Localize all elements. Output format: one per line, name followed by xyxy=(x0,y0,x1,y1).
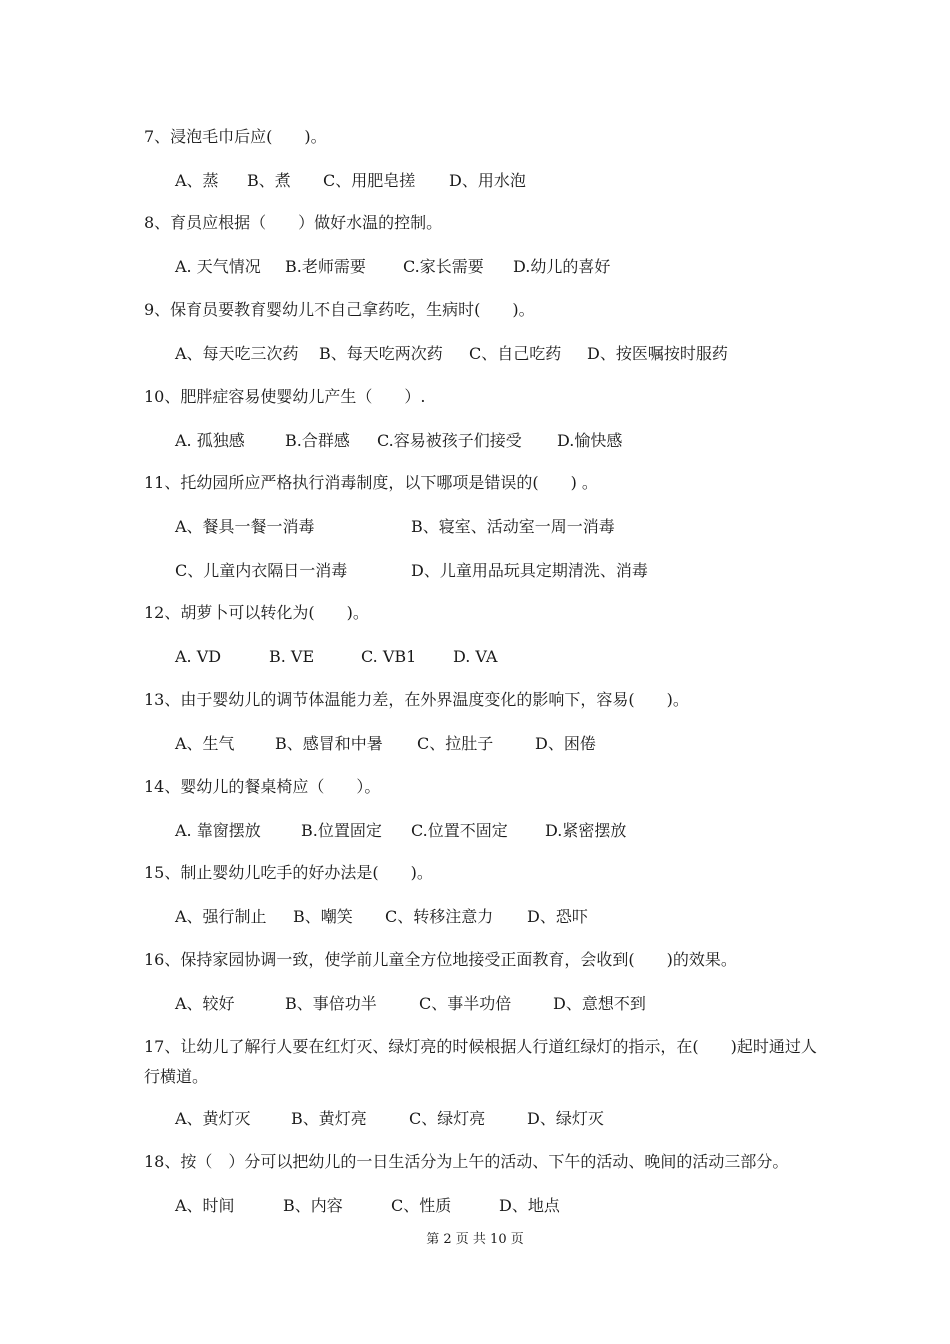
option-a: A. 孤独感 xyxy=(175,431,245,450)
option-d: D、困倦 xyxy=(535,734,596,753)
option-b: B、内容 xyxy=(283,1196,343,1215)
option-d: D、意想不到 xyxy=(553,994,646,1013)
question-10: 10、肥胖症容易使婴幼儿产生（ ）. xyxy=(144,387,426,406)
option-c: C、儿童内衣隔日一消毒 xyxy=(175,561,348,580)
options-12 xyxy=(175,646,497,668)
options-11-row1 xyxy=(175,516,615,538)
option-c: C、绿灯亮 xyxy=(409,1109,486,1128)
option-b: B.老师需要 xyxy=(285,257,366,276)
question-12: 12、胡萝卜可以转化为( )。 xyxy=(144,603,369,622)
options-13 xyxy=(175,733,596,755)
option-d: D、地点 xyxy=(499,1196,560,1215)
question-14: 14、婴幼儿的餐桌椅应（ ）。 xyxy=(144,777,381,796)
option-b: B、感冒和中暑 xyxy=(275,734,383,753)
option-d: D. VA xyxy=(453,647,498,666)
option-c: C、转移注意力 xyxy=(385,907,494,926)
options-16 xyxy=(175,993,646,1015)
option-d: D、按医嘱按时服药 xyxy=(587,344,728,363)
options-14 xyxy=(175,820,626,842)
question-7: 7、浸泡毛巾后应( )。 xyxy=(144,127,327,146)
option-a: A、时间 xyxy=(175,1196,235,1215)
options-17 xyxy=(175,1108,604,1130)
question-15: 15、制止婴幼儿吃手的好办法是( )。 xyxy=(144,863,433,882)
question-11: 11、托幼园所应严格执行消毒制度，以下哪项是错误的( ) 。 xyxy=(144,473,598,492)
options-7 xyxy=(175,170,526,192)
option-b: B. VE xyxy=(269,647,315,666)
option-d: D.愉快感 xyxy=(557,431,623,450)
option-b: B.合群感 xyxy=(285,431,350,450)
option-c: C、性质 xyxy=(391,1196,452,1215)
options-8 xyxy=(175,256,610,278)
option-b: B、黄灯亮 xyxy=(291,1109,367,1128)
option-d: D、恐吓 xyxy=(527,907,588,926)
option-d: D、用水泡 xyxy=(449,171,526,190)
option-c: C、用肥皂搓 xyxy=(323,171,416,190)
option-a: A、每天吃三次药 xyxy=(175,344,299,363)
option-a: A、黄灯灭 xyxy=(175,1109,251,1128)
option-a: A. 天气情况 xyxy=(175,257,261,276)
option-a: A. VD xyxy=(175,647,222,666)
option-d: D.幼儿的喜好 xyxy=(513,257,611,276)
option-a: A、蒸 xyxy=(175,171,219,190)
options-15 xyxy=(175,906,588,928)
option-c: C. VB1 xyxy=(361,647,417,666)
question-17: 17、让幼儿了解行人要在红灯灭、绿灯亮的时候根据人行道红绿灯的指示，在( )起时通过人行横道。 xyxy=(144,1037,817,1086)
question-13: 13、由于婴幼儿的调节体温能力差，在外界温度变化的影响下，容易( )。 xyxy=(144,690,689,709)
options-10 xyxy=(175,430,622,452)
option-b: B、寝室、活动室一周一消毒 xyxy=(411,517,615,536)
question-9: 9、保育员要教育婴幼儿不自己拿药吃，生病时( )。 xyxy=(144,300,535,319)
option-b: B、每天吃两次药 xyxy=(319,344,443,363)
options-11-row2 xyxy=(175,560,648,582)
option-a: A、强行制止 xyxy=(175,907,267,926)
question-16: 16、保持家园协调一致，使学前儿童全方位地接受正面教育，会收到( )的效果。 xyxy=(144,950,737,969)
question-8: 8、育员应根据（ ）做好水温的控制。 xyxy=(144,213,443,232)
options-9 xyxy=(175,343,728,365)
option-c: C.家长需要 xyxy=(403,257,484,276)
page-number-footer: 第 2 页 共 10 页 xyxy=(426,1232,524,1247)
option-a: A、较好 xyxy=(175,994,235,1013)
options-18 xyxy=(175,1195,560,1217)
option-d: D、绿灯灭 xyxy=(527,1109,604,1128)
option-b: B.位置固定 xyxy=(301,821,382,840)
option-d: D.紧密摆放 xyxy=(545,821,627,840)
option-b: B、事倍功半 xyxy=(285,994,377,1013)
option-c: C、自己吃药 xyxy=(469,344,562,363)
option-b: B、嘲笑 xyxy=(293,907,353,926)
option-c: C.位置不固定 xyxy=(411,821,508,840)
option-c: C、拉肚子 xyxy=(417,734,494,753)
option-a: A、生气 xyxy=(175,734,235,753)
option-d: D、儿童用品玩具定期清洗、消毒 xyxy=(411,561,648,580)
option-c: C.容易被孩子们接受 xyxy=(377,431,522,450)
option-c: C、事半功倍 xyxy=(419,994,512,1013)
option-a: A、餐具一餐一消毒 xyxy=(175,517,315,536)
option-a: A. 靠窗摆放 xyxy=(175,821,261,840)
option-b: B、煮 xyxy=(247,171,291,190)
question-18: 18、按（ ）分可以把幼儿的一日生活分为上午的活动、下午的活动、晚间的活动三部分。 xyxy=(144,1152,789,1171)
